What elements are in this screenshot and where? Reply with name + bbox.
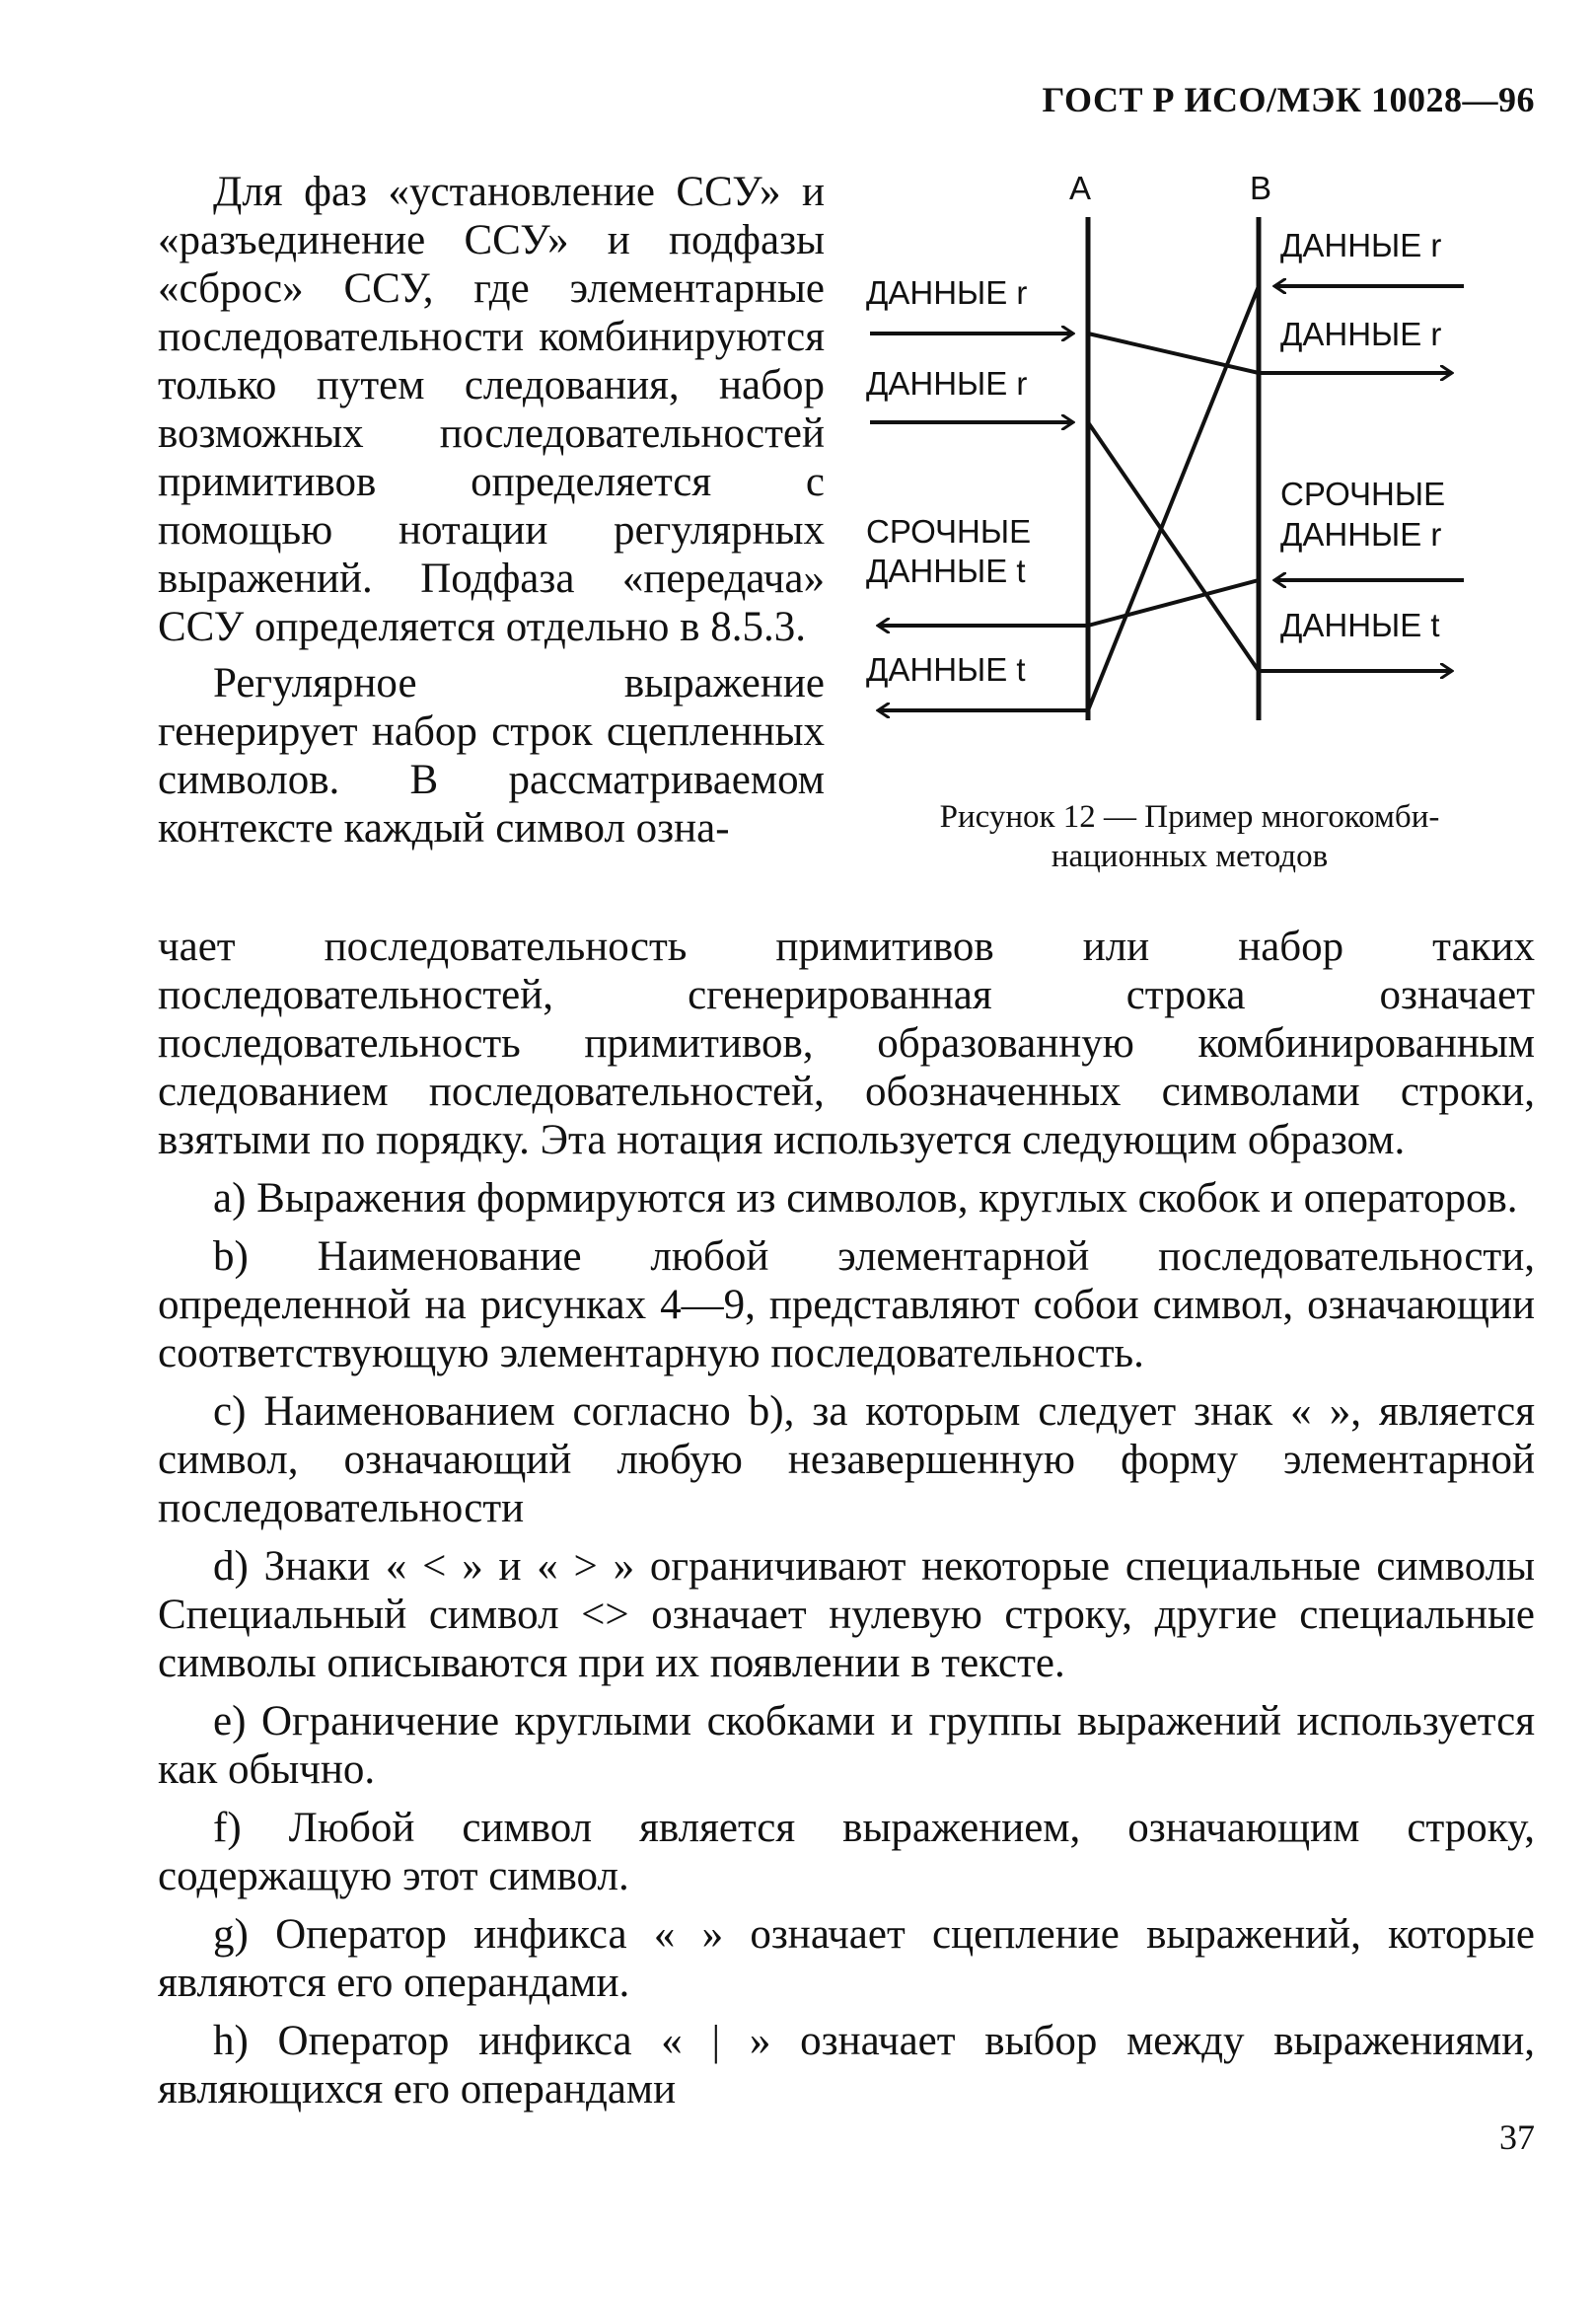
label-a1: ДАННЫЕ r <box>866 274 1028 311</box>
body-text <box>158 923 1535 2114</box>
figure-caption-line-2: национных методов <box>1051 839 1329 874</box>
figure-caption <box>854 797 1525 876</box>
intro-paragraph-1: Для фаз «установление ССУ» и «разъединение ССУ» и подфазы «сброс» ССУ, где элементарные последовательности комбинируются только путем следования, набор возможных последовательностей примитивов определяется с помощью нотации регулярных выражений. Подфаза «передача» ССУ определяется отдельно в 8.5.3. <box>158 169 825 650</box>
list-item-f: f) Любой символ является выражением, означающим строку, содержащую этот символ. <box>158 1805 1535 1899</box>
intro-paragraph-2: Регулярное выражение генерирует набор строк сцепленных символов. В рассматриваемом контексте каждый символ озна- <box>158 660 825 852</box>
list-item-a: а) Выражения формируются из символов, круглых скобок и операторов. <box>213 1175 1518 1222</box>
label-a2: ДАННЫЕ r <box>866 365 1028 402</box>
label-b1: ДАННЫЕ r <box>1280 227 1442 263</box>
list-item-g: g) Оператор инфикса « » означает сцепление выражений, которые являются его операндами. <box>158 1911 1535 2006</box>
column-a-label: A <box>1068 170 1092 206</box>
list-item-h: h) Оператор инфикса « | » означает выбор между выражениями, являющихся его операндами <box>158 2018 1535 2113</box>
document-header: ГОСТ Р ИСО/МЭК 10028—96 <box>1042 80 1535 119</box>
figure-caption-line-1: Рисунок 12 — Пример многокомби- <box>939 799 1440 835</box>
page-number: 37 <box>1499 2117 1535 2157</box>
column-b-label: B <box>1249 170 1272 206</box>
list-item-c: с) Наименованием согласно b), за которым следует знак « », является символ, означающий любую незавершенную форму элементарной последовательности <box>158 1388 1535 1531</box>
intro-text <box>158 168 825 853</box>
list-item-e: е) Ограничение круглыми скобками и группы выражений используется как обычно. <box>158 1698 1535 1793</box>
transfer-a2-b4 <box>1088 422 1259 671</box>
label-a4: ДАННЫЕ t <box>866 651 1026 688</box>
body-continuation: чает последовательность примитивов или набор таких последовательностей, сгенерированная строка означает последовательность примитивов, образованную комбинированным следованием последовательностей, обозначенных символами строки, взятыми по порядку. Эта нотация используется следующим образом. <box>158 924 1535 1163</box>
label-b2: ДАННЫЕ r <box>1280 316 1442 352</box>
label-a3-line2: ДАННЫЕ t <box>866 553 1026 589</box>
label-b3-line2: ДАННЫЕ r <box>1280 516 1442 553</box>
list-item-d: d) Знаки « < » и « > » ограничивают некоторые специальные символы Специальный символ <> означает нулевую строку, другие специальные символы описываются при их появлении в тексте. <box>158 1543 1535 1686</box>
list-item-b: b) Наименование любой элементарной последовательности, определенной на рисунках 4—9, представляют собои символ, означающии соответствующую элементарную последовательность. <box>158 1233 1535 1376</box>
sequence-diagram <box>848 168 1539 750</box>
transfer-b3-a3 <box>1088 580 1259 626</box>
label-a3-line1: СРОЧНЫЕ <box>866 513 1032 550</box>
transfer-b1-a4 <box>1088 286 1259 710</box>
label-b4: ДАННЫЕ t <box>1280 607 1440 643</box>
label-b3-line1: СРОЧНЫЕ <box>1280 476 1446 512</box>
